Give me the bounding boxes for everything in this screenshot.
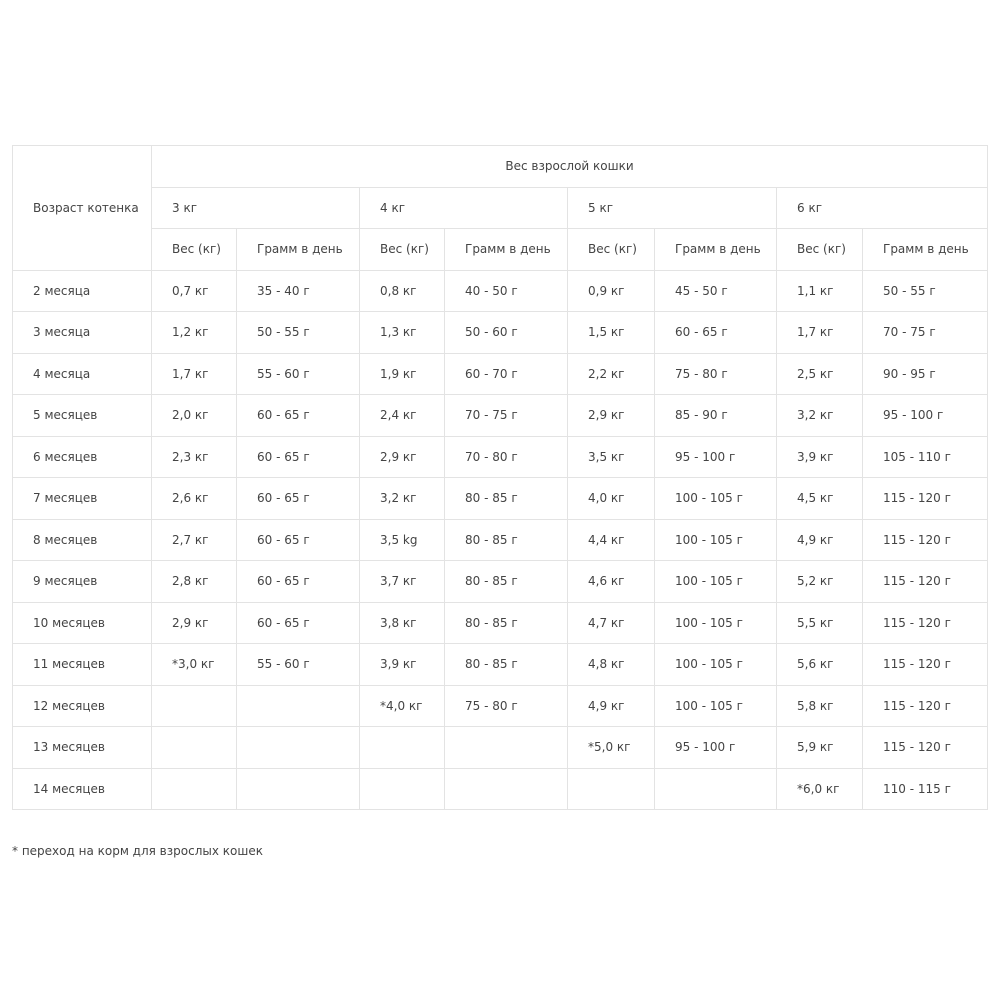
age-cell: 8 месяцев xyxy=(13,519,152,561)
weight-cell: 2,9 кг xyxy=(360,436,445,478)
grams-per-day-cell: 100 - 105 г xyxy=(655,685,777,727)
weight-cell xyxy=(360,727,445,769)
grams-per-day-cell: 80 - 85 г xyxy=(445,561,568,603)
grams-per-day-cell: 70 - 75 г xyxy=(445,395,568,437)
age-cell: 7 месяцев xyxy=(13,478,152,520)
header-row-groups xyxy=(13,187,988,229)
grams-per-day-cell: 70 - 80 г xyxy=(445,436,568,478)
weight-cell: 4,5 кг xyxy=(777,478,863,520)
table-row xyxy=(13,395,988,437)
table-row xyxy=(13,685,988,727)
grams-per-day-cell: 105 - 110 г xyxy=(863,436,988,478)
weight-cell: 2,8 кг xyxy=(152,561,237,603)
grams-per-day-cell: 85 - 90 г xyxy=(655,395,777,437)
age-cell: 10 месяцев xyxy=(13,602,152,644)
weight-cell: *3,0 кг xyxy=(152,644,237,686)
table-row xyxy=(13,478,988,520)
grams-per-day-cell: 115 - 120 г xyxy=(863,685,988,727)
grams-per-day-cell: 60 - 65 г xyxy=(237,561,360,603)
weight-cell: 0,9 кг xyxy=(568,270,655,312)
footnote: * переход на корм для взрослых кошек xyxy=(12,844,263,858)
adult-weight-title: Вес взрослой кошки xyxy=(152,146,988,188)
weight-cell: 2,4 кг xyxy=(360,395,445,437)
age-cell: 3 месяца xyxy=(13,312,152,354)
grams-per-day-cell xyxy=(445,727,568,769)
grams-per-day-cell: 60 - 65 г xyxy=(237,436,360,478)
table-row xyxy=(13,436,988,478)
weight-cell: *6,0 кг xyxy=(777,768,863,810)
weight-cell xyxy=(152,685,237,727)
table-body xyxy=(13,270,988,810)
weight-cell: 3,2 кг xyxy=(360,478,445,520)
grams-per-day-cell: 70 - 75 г xyxy=(863,312,988,354)
weight-cell: 2,2 кг xyxy=(568,353,655,395)
weight-cell: 5,2 кг xyxy=(777,561,863,603)
weight-cell: 5,5 кг xyxy=(777,602,863,644)
grams-per-day-cell: 50 - 60 г xyxy=(445,312,568,354)
table-row xyxy=(13,353,988,395)
sub-header-weight: Вес (кг) xyxy=(568,229,655,271)
weight-cell: 2,7 кг xyxy=(152,519,237,561)
grams-per-day-cell: 60 - 65 г xyxy=(237,478,360,520)
grams-per-day-cell xyxy=(655,768,777,810)
weight-cell: 4,6 кг xyxy=(568,561,655,603)
sub-header-grams: Грамм в день xyxy=(445,229,568,271)
feeding-table-wrapper xyxy=(12,145,988,810)
age-cell: 13 месяцев xyxy=(13,727,152,769)
age-cell: 9 месяцев xyxy=(13,561,152,603)
grams-per-day-cell: 115 - 120 г xyxy=(863,478,988,520)
grams-per-day-cell xyxy=(445,768,568,810)
weight-cell: 4,4 кг xyxy=(568,519,655,561)
age-cell: 12 месяцев xyxy=(13,685,152,727)
weight-cell xyxy=(568,768,655,810)
weight-cell: 2,5 кг xyxy=(777,353,863,395)
weight-cell: 3,5 kg xyxy=(360,519,445,561)
sub-header-weight: Вес (кг) xyxy=(152,229,237,271)
group-header-6kg: 6 кг xyxy=(777,187,988,229)
weight-cell: 3,5 кг xyxy=(568,436,655,478)
grams-per-day-cell: 115 - 120 г xyxy=(863,727,988,769)
weight-cell: 4,0 кг xyxy=(568,478,655,520)
header-row-title xyxy=(13,146,988,188)
grams-per-day-cell: 40 - 50 г xyxy=(445,270,568,312)
grams-per-day-cell: 60 - 65 г xyxy=(237,395,360,437)
weight-cell xyxy=(360,768,445,810)
weight-cell xyxy=(152,727,237,769)
grams-per-day-cell: 60 - 65 г xyxy=(655,312,777,354)
grams-per-day-cell: 100 - 105 г xyxy=(655,561,777,603)
grams-per-day-cell: 60 - 65 г xyxy=(237,519,360,561)
weight-cell: 1,2 кг xyxy=(152,312,237,354)
grams-per-day-cell: 80 - 85 г xyxy=(445,478,568,520)
weight-cell: 2,9 кг xyxy=(568,395,655,437)
age-cell: 14 месяцев xyxy=(13,768,152,810)
weight-cell: 1,7 кг xyxy=(152,353,237,395)
group-header-3kg: 3 кг xyxy=(152,187,360,229)
weight-cell: *4,0 кг xyxy=(360,685,445,727)
age-cell: 11 месяцев xyxy=(13,644,152,686)
weight-cell: 1,1 кг xyxy=(777,270,863,312)
grams-per-day-cell: 50 - 55 г xyxy=(237,312,360,354)
age-cell: 6 месяцев xyxy=(13,436,152,478)
weight-cell: 3,8 кг xyxy=(360,602,445,644)
weight-cell: 4,8 кг xyxy=(568,644,655,686)
weight-cell: 5,9 кг xyxy=(777,727,863,769)
kitten-feeding-table xyxy=(12,145,988,810)
weight-cell: 5,6 кг xyxy=(777,644,863,686)
grams-per-day-cell: 110 - 115 г xyxy=(863,768,988,810)
weight-cell: 4,9 кг xyxy=(777,519,863,561)
grams-per-day-cell xyxy=(237,727,360,769)
grams-per-day-cell xyxy=(237,685,360,727)
weight-cell: 0,7 кг xyxy=(152,270,237,312)
grams-per-day-cell: 50 - 55 г xyxy=(863,270,988,312)
grams-per-day-cell: 100 - 105 г xyxy=(655,602,777,644)
sub-header-weight: Вес (кг) xyxy=(360,229,445,271)
weight-cell: *5,0 кг xyxy=(568,727,655,769)
weight-cell: 0,8 кг xyxy=(360,270,445,312)
group-header-4kg: 4 кг xyxy=(360,187,568,229)
grams-per-day-cell: 115 - 120 г xyxy=(863,519,988,561)
grams-per-day-cell: 100 - 105 г xyxy=(655,644,777,686)
grams-per-day-cell: 75 - 80 г xyxy=(445,685,568,727)
grams-per-day-cell: 80 - 85 г xyxy=(445,644,568,686)
table-row xyxy=(13,727,988,769)
grams-per-day-cell: 100 - 105 г xyxy=(655,478,777,520)
table-row xyxy=(13,312,988,354)
age-header: Возраст котенка xyxy=(13,146,152,271)
weight-cell: 4,9 кг xyxy=(568,685,655,727)
grams-per-day-cell: 115 - 120 г xyxy=(863,561,988,603)
weight-cell: 4,7 кг xyxy=(568,602,655,644)
grams-per-day-cell: 115 - 120 г xyxy=(863,644,988,686)
sub-header-grams: Грамм в день xyxy=(863,229,988,271)
grams-per-day-cell: 55 - 60 г xyxy=(237,353,360,395)
grams-per-day-cell: 90 - 95 г xyxy=(863,353,988,395)
grams-per-day-cell: 75 - 80 г xyxy=(655,353,777,395)
grams-per-day-cell: 55 - 60 г xyxy=(237,644,360,686)
grams-per-day-cell: 95 - 100 г xyxy=(655,436,777,478)
weight-cell: 2,3 кг xyxy=(152,436,237,478)
table-row xyxy=(13,644,988,686)
grams-per-day-cell: 100 - 105 г xyxy=(655,519,777,561)
sub-header-weight: Вес (кг) xyxy=(777,229,863,271)
age-cell: 4 месяца xyxy=(13,353,152,395)
table-row xyxy=(13,519,988,561)
age-cell: 2 месяца xyxy=(13,270,152,312)
grams-per-day-cell: 45 - 50 г xyxy=(655,270,777,312)
grams-per-day-cell xyxy=(237,768,360,810)
weight-cell: 1,7 кг xyxy=(777,312,863,354)
grams-per-day-cell: 115 - 120 г xyxy=(863,602,988,644)
grams-per-day-cell: 60 - 70 г xyxy=(445,353,568,395)
header-row-sub xyxy=(13,229,988,271)
table-row xyxy=(13,561,988,603)
grams-per-day-cell: 35 - 40 г xyxy=(237,270,360,312)
age-cell: 5 месяцев xyxy=(13,395,152,437)
weight-cell xyxy=(152,768,237,810)
weight-cell: 2,0 кг xyxy=(152,395,237,437)
weight-cell: 3,2 кг xyxy=(777,395,863,437)
grams-per-day-cell: 95 - 100 г xyxy=(655,727,777,769)
weight-cell: 2,6 кг xyxy=(152,478,237,520)
weight-cell: 1,9 кг xyxy=(360,353,445,395)
grams-per-day-cell: 60 - 65 г xyxy=(237,602,360,644)
grams-per-day-cell: 95 - 100 г xyxy=(863,395,988,437)
weight-cell: 5,8 кг xyxy=(777,685,863,727)
group-header-5kg: 5 кг xyxy=(568,187,777,229)
weight-cell: 1,3 кг xyxy=(360,312,445,354)
table-row xyxy=(13,270,988,312)
sub-header-grams: Грамм в день xyxy=(655,229,777,271)
grams-per-day-cell: 80 - 85 г xyxy=(445,519,568,561)
grams-per-day-cell: 80 - 85 г xyxy=(445,602,568,644)
weight-cell: 2,9 кг xyxy=(152,602,237,644)
weight-cell: 3,7 кг xyxy=(360,561,445,603)
weight-cell: 1,5 кг xyxy=(568,312,655,354)
weight-cell: 3,9 кг xyxy=(777,436,863,478)
sub-header-grams: Грамм в день xyxy=(237,229,360,271)
weight-cell: 3,9 кг xyxy=(360,644,445,686)
table-row xyxy=(13,768,988,810)
table-row xyxy=(13,602,988,644)
